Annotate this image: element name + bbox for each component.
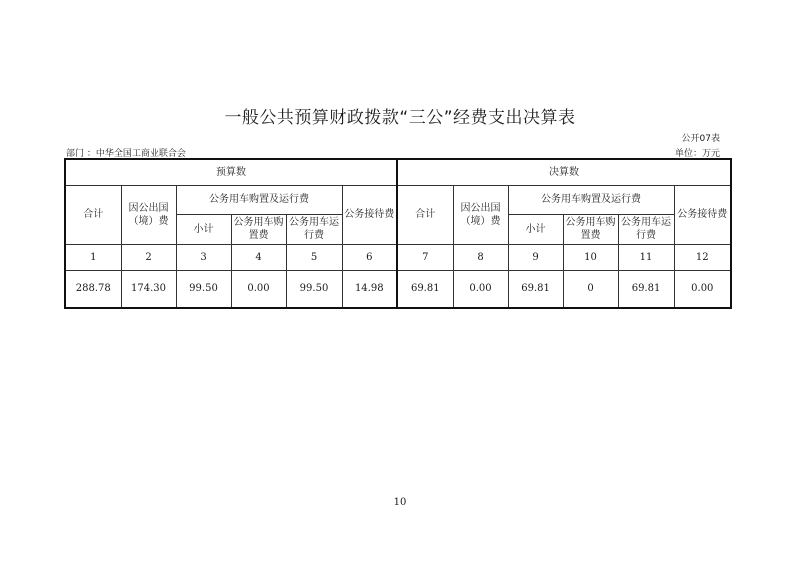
budget-vehicle-operation-header: 公务用车运行费: [286, 214, 342, 244]
budget-total-value: 288.78: [65, 270, 121, 308]
column-number: 11: [618, 244, 674, 270]
budget-reception-value: 14.98: [342, 270, 397, 308]
column-number: 12: [674, 244, 731, 270]
final-subtotal-header: 小计: [508, 214, 563, 244]
budget-subtotal-value: 99.50: [176, 270, 231, 308]
final-vehicle-purchase-value: 0: [563, 270, 618, 308]
final-reception-value: 0.00: [674, 270, 731, 308]
form-number: 公开07表: [681, 134, 720, 144]
column-number: 1: [65, 244, 121, 270]
page-number: 10: [393, 497, 407, 508]
department-label: 部门 ：中华全国工商业联合会: [66, 149, 186, 159]
column-number: 7: [397, 244, 453, 270]
budget-vehicle-group-header: 公务用车购置及运行费: [176, 185, 342, 214]
column-number: 9: [508, 244, 563, 270]
column-number: 10: [563, 244, 618, 270]
budget-group-header: 预算数: [65, 159, 397, 185]
sub-header-row: [65, 185, 731, 214]
final-vehicle-group-header: 公务用车购置及运行费: [508, 185, 674, 214]
report-title: 一般公共预算财政拨款“三公”经费支出决算表: [224, 108, 576, 128]
column-number: 2: [121, 244, 176, 270]
budget-vehicle-purchase-header: 公务用车购置费: [231, 214, 286, 244]
budget-overseas-value: 174.30: [121, 270, 176, 308]
budget-vehicle-operation-value: 99.50: [286, 270, 342, 308]
column-number: 4: [231, 244, 286, 270]
column-number: 3: [176, 244, 231, 270]
column-number: 5: [286, 244, 342, 270]
final-vehicle-purchase-header: 公务用车购置费: [563, 214, 618, 244]
column-number: 6: [342, 244, 397, 270]
final-overseas-header: 因公出国（境）费: [453, 185, 508, 244]
final-overseas-value: 0.00: [453, 270, 508, 308]
budget-vehicle-purchase-value: 0.00: [231, 270, 286, 308]
expenditure-table: [64, 158, 732, 309]
final-reception-header: 公务接待费: [674, 185, 731, 244]
final-subtotal-value: 69.81: [508, 270, 563, 308]
final-vehicle-operation-value: 69.81: [618, 270, 674, 308]
final-vehicle-operation-header: 公务用车运行费: [618, 214, 674, 244]
budget-reception-header: 公务接待费: [342, 185, 397, 244]
budget-overseas-header: 因公出国（境）费: [121, 185, 176, 244]
column-number: 8: [453, 244, 508, 270]
budget-total-header: 合计: [65, 185, 121, 244]
budget-subtotal-header: 小计: [176, 214, 231, 244]
final-total-value: 69.81: [397, 270, 453, 308]
final-group-header: 决算数: [397, 159, 731, 185]
value-row: [65, 270, 731, 308]
column-number-row: [65, 244, 731, 270]
final-total-header: 合计: [397, 185, 453, 244]
unit-label: 单位：万元: [674, 149, 720, 159]
group-header-row: [65, 159, 731, 185]
